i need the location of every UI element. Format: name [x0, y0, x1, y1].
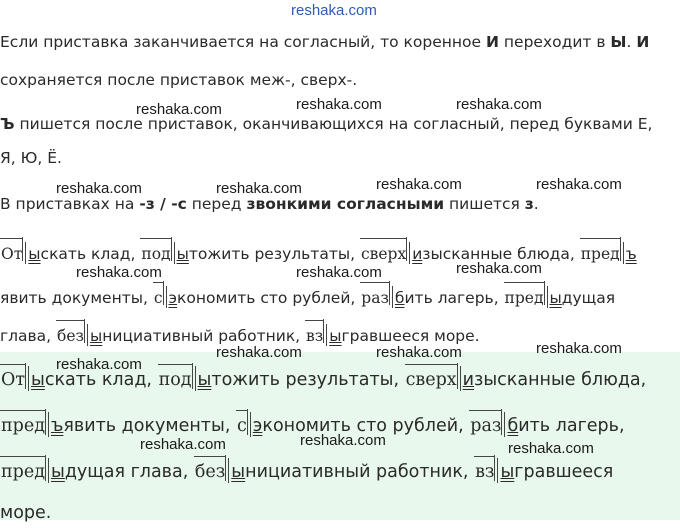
root-letter: и — [412, 245, 423, 263]
rule-text: . — [533, 195, 539, 213]
morpheme-divider — [166, 286, 167, 308]
morpheme-divider — [460, 366, 461, 391]
word-text: глава, — [0, 327, 57, 345]
rule-2-line-1 — [0, 114, 652, 134]
morpheme-divider — [547, 286, 548, 308]
watermark: reshaka.com — [56, 356, 142, 373]
morpheme-divider — [48, 412, 49, 437]
root-letter: ы — [329, 327, 342, 345]
root-letter: ы — [176, 245, 189, 263]
root-letter: э — [252, 416, 263, 436]
root-letter: ы — [90, 327, 103, 345]
morpheme-divider — [392, 286, 393, 308]
word-text: море. — [0, 503, 52, 523]
prefix: под — [140, 238, 171, 269]
rule-letter: И — [486, 33, 499, 51]
prefix: с — [236, 410, 248, 441]
rule-letter: И — [636, 33, 650, 51]
morpheme-divider — [409, 242, 410, 264]
prefix: раз — [360, 282, 390, 313]
prefix: раз — [469, 410, 502, 441]
rule-text: перед — [186, 195, 247, 213]
prefix: без — [194, 456, 226, 487]
prefix: От — [0, 364, 26, 395]
word-text: тожить результаты, — [211, 370, 405, 390]
prefix: пред — [504, 282, 545, 313]
watermark: reshaka.com — [296, 264, 382, 281]
prefix: вз — [305, 320, 324, 351]
watermark: reshaka.com — [56, 180, 142, 197]
rule-bold: звонкими согласными — [246, 195, 445, 213]
word-text: нициативный работник, — [102, 327, 306, 345]
watermark: reshaka.com — [376, 344, 462, 361]
root-letter: ъ — [625, 245, 637, 263]
rule-text: пишется после приставок, оканчивающихся на согласный, перед буквами Е, — [14, 115, 653, 133]
rule-text: . — [626, 33, 637, 51]
root-letter: б — [394, 289, 405, 307]
rule-1-line-1 — [0, 32, 649, 52]
watermark: reshaka.com — [300, 432, 386, 449]
morpheme-divider — [623, 242, 624, 264]
word-text: ить лагерь, — [404, 289, 504, 307]
watermark: reshaka.com — [140, 436, 226, 453]
prefix: вз — [474, 456, 495, 487]
root-letter: ы — [28, 245, 41, 263]
word-text: дущая глава, — [64, 462, 194, 482]
word-text: дущая — [561, 289, 616, 307]
watermark: reshaka.com — [536, 340, 622, 357]
morpheme-divider — [174, 242, 175, 264]
morpheme-divider — [228, 458, 229, 483]
word-text: кономить сто рублей, — [262, 416, 470, 436]
prefix: сверх — [405, 364, 458, 395]
morpheme-divider — [326, 324, 327, 346]
watermark: reshaka.com — [76, 264, 162, 281]
word-text: зысканные блюда, — [474, 370, 647, 390]
word-text: гравшееся — [514, 462, 614, 482]
morpheme-divider — [87, 324, 88, 346]
root-letter: ы — [197, 370, 212, 390]
root-letter: э — [168, 289, 178, 307]
word-text: гравшееся море. — [341, 327, 480, 345]
rule-text: пишется — [444, 195, 525, 213]
word-text: скать клад, — [44, 370, 158, 390]
word-text: явить документы, — [63, 416, 236, 436]
morpheme-divider — [504, 412, 505, 437]
prefix: под — [158, 364, 193, 395]
watermark: reshaka.com — [216, 180, 302, 197]
word-text: кономить сто рублей, — [177, 289, 361, 307]
watermark: reshaka.com — [456, 96, 542, 113]
word-text: тожить результаты, — [188, 245, 360, 263]
morpheme-divider — [195, 366, 196, 391]
watermark: reshaka.com — [376, 176, 462, 193]
prefix: без — [56, 320, 85, 351]
word-text: зысканные блюда, — [422, 245, 580, 263]
rule-text: переходит в — [498, 33, 611, 51]
morpheme-divider — [497, 458, 498, 483]
word-text: ить лагерь, — [518, 416, 625, 436]
word-text: нициативный работник, — [245, 462, 475, 482]
watermark: reshaka.com — [216, 344, 302, 361]
root-letter: б — [507, 416, 519, 436]
watermark: reshaka.com — [456, 260, 542, 277]
rule-text: Если приставка заканчивается на согласный, то коренное — [0, 33, 486, 51]
root-letter: ы — [231, 462, 246, 482]
root-letter: ы — [549, 289, 562, 307]
rule-1-line-2: сохраняется после приставок меж-, сверх-. — [0, 71, 358, 89]
rule-2-line-2: Я, Ю, Ё. — [0, 149, 62, 167]
morpheme-divider — [250, 412, 251, 437]
root-letter: ъ — [51, 416, 64, 436]
rule-letter: Ы — [610, 33, 627, 51]
example-line-2 — [0, 282, 615, 313]
morpheme-divider — [28, 366, 29, 391]
rule-bold: з — [524, 195, 534, 213]
answer-line-3 — [0, 456, 613, 487]
watermark: reshaka.com — [291, 2, 377, 19]
rule-text: В приставках на — [0, 195, 140, 213]
morpheme-divider — [48, 458, 49, 483]
prefix: От — [0, 238, 23, 269]
watermark: reshaka.com — [508, 440, 594, 457]
answer-line-4 — [0, 498, 51, 528]
rule-bold: -з / -с — [139, 195, 187, 213]
watermark: reshaka.com — [136, 101, 222, 118]
watermark: reshaka.com — [296, 96, 382, 113]
rule-letter: Ъ — [0, 115, 15, 133]
root-letter: ы — [500, 462, 515, 482]
prefix: сверх — [360, 238, 407, 269]
rule-3 — [0, 194, 539, 214]
root-letter: ы — [51, 462, 65, 482]
morpheme-divider — [25, 242, 26, 264]
prefix: пред — [0, 410, 46, 441]
prefix: пред — [580, 238, 621, 269]
root-letter: ы — [31, 370, 45, 390]
word-text: скать клад, — [40, 245, 141, 263]
root-letter: и — [462, 370, 475, 390]
prefix: пред — [0, 456, 46, 487]
word-text: явить документы, — [0, 289, 153, 307]
watermark: reshaka.com — [536, 176, 622, 193]
prefix: с — [153, 282, 164, 313]
